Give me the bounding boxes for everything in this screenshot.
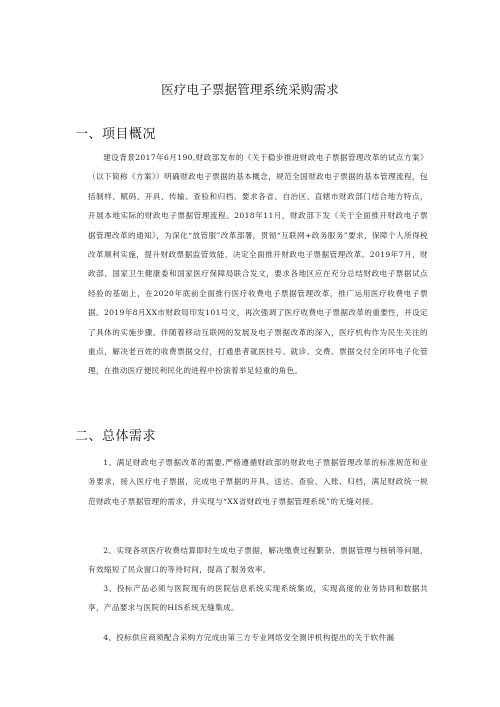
section-heading-overview: 一、项目概况 — [75, 127, 157, 142]
document-title: 医疗电子票据管理系统采购需求 — [161, 82, 339, 97]
requirement-item-4: 4、投标供应商须配合采购方完成由第三方专业网络安全测评机构提出的关于软件漏 — [103, 633, 395, 642]
requirement-item-3: 3、投标产品必须与医院现有的医院信息系统实现系统集成，实现高度的业务协同和数据共享，产品要求与医院的HIS系统无缝集成。 — [88, 584, 428, 613]
overview-paragraph: 建设背景2017年6月190,财政部发布的《关于稳步推进财政电子票据管理改革的试点方案》（以下简称《方案》）明确财政电子票据的基本概念，规范全国财政电子票据的基本管理流程，包括制样、赋码、开具、传输、查验和归档。要求各省、自治区、直辖市财政部门结合地方特点，开展本地实际的财政电子票据管理流程。2018年11月，财政部下发《关于全面推开财政电子票据管理改革的通知》，为深化“放管服”改革部署，贯彻“互联网+政务服务”要求，保障个人所得税改革顺利实施，提升财政票据监管效能，决定全面推开财政电子票据管理改革。2019年7月，财政部、国家卫生健康委和国家医疗保障局联合发文，要求各地区应在充分总结财政电子票据试点经验的基础上，在2020年底前全面推行医疗收费电子票据管理改革，推广运用医疗收费电子票据。2019年8月XX市财政局印发101号文，再次强调了医疗收费电子票据改革的重要性，并设定了具体的实施步骤。伴随着移动互联网的发展及电子票据改革的深入，医疗机构作为民生关注的重点，解决老百姓的收费票据交付，打通患者就医挂号、就诊、交费、票据交付全闭环电子化管理，在推动医疗便民利民化的进程中扮演着举足轻重的角色。 — [88, 153, 428, 376]
requirement-item-1: 1、满足财政电子票据改革的需要,严格遵循财政部的财政电子票据管理改革的标准规范和业务要求，接入医疗电子票据，完成电子票据的开具、送达、查验、入账、归档，满足财政统一规范财政电子票据管理的需求，并实现与“XX省财政电子票据管理系统”的无缝对接。 — [88, 458, 428, 506]
section-heading-requirements: 二、总体需求 — [75, 429, 157, 444]
requirement-item-2: 2、实现各项医疗收费结算即时生成电子票据，解决缴费过程繁杂、票据管理与核销等问题，有效缩短了民众窗口的等待时间，提高了服务效率。 — [88, 546, 428, 575]
